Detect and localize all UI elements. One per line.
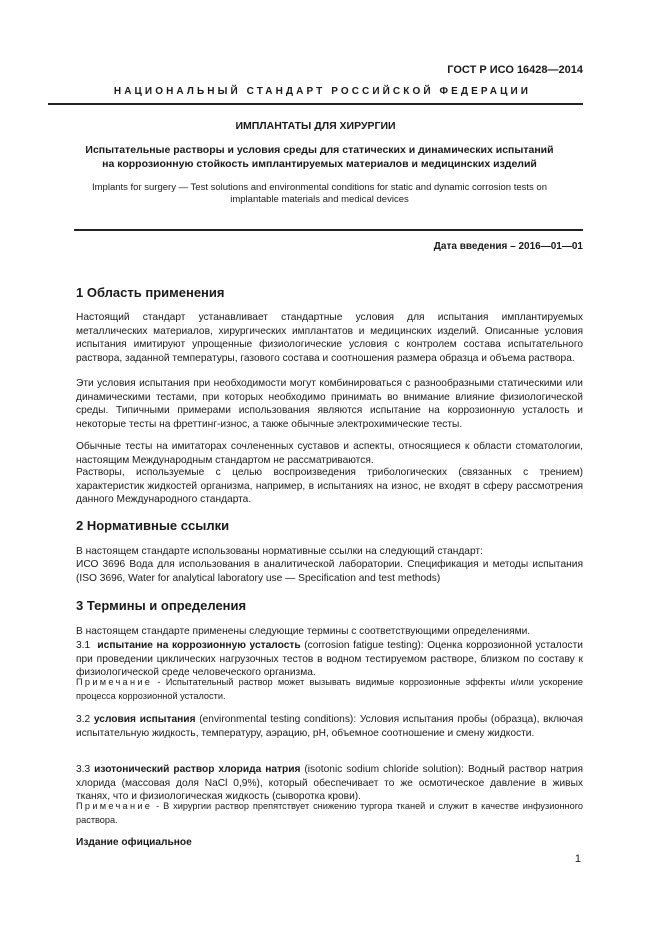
- note-1: [76, 676, 583, 703]
- term-3-3: [76, 763, 583, 804]
- section-1-paragraph-2: Эти условия испытания при необходимости могут комбинироваться с разнообразными статическими или динамическими тестами, при которых необходимо принимать во внимание влияние физиологической среды. Типичными примерами использования являются испытание на коррозионную усталость и некоторые тесты на фреттинг-износ, а также обычные электрохимические тесты.: [76, 378, 583, 430]
- term-3-1-number: 3.1: [76, 640, 91, 651]
- section-2-reference: ИСО 3696 Вода для использования в аналитической лаборатории. Спецификация и методы испытания (ISO 3696, Water for analytical laboratory use — Specification and test methods): [76, 559, 583, 584]
- section-3-paragraph-1: В настоящем стандарте применены следующие термины с соответствующими определениями.: [76, 626, 531, 637]
- introduction-date: Дата введения – 2016—01—01: [433, 241, 583, 252]
- note-1-label: Примечание: [76, 677, 153, 687]
- section-1-paragraph-1: Настоящий стандарт устанавливает стандартные условия для испытания имплантируемых металлических материалов, хирургических имплантатов и медицинских изделий. Описанные условия испытания имитируют упрощенные физиологические условия с контролем состава испытательного раствора, заданной температуры, газового состава и соотношения размера образца и объема раствора.: [76, 312, 583, 364]
- term-3-2: [76, 713, 583, 740]
- term-3-3-title: изотонический раствор хлорида натрия: [94, 764, 301, 775]
- national-standard-heading: НАЦИОНАЛЬНЫЙ СТАНДАРТ РОССИЙСКОЙ ФЕДЕРАЦИИ: [113, 86, 532, 97]
- note-2-label: Примечание: [76, 801, 153, 811]
- section-3-heading: 3 Термины и определения: [76, 598, 247, 613]
- english-title: Implants for surgery — Test solutions and environmental conditions for static and dynamic corrosion tests on implantable materials and medical devices: [92, 182, 547, 205]
- document-title: ИМПЛАНТАТЫ ДЛЯ ХИРУРГИИ: [235, 120, 396, 132]
- term-3-3-definition: (isotonic sodium chloride solution): Водный раствор натрия хлорида (массовая доля NaCl 0,9%), который обеспечивает то же осмотическое давление в живых тканях, что и физиологическая жидкость (сыворотка крови).: [76, 764, 583, 803]
- term-3-2-definition: (environmental testing conditions): Условия испытания пробы (образца), включая испытательную жидкость, температуру, аэрацию, pH, объемное соотношение и смену жидкости.: [76, 714, 583, 739]
- term-3-2-number: 3.2: [76, 714, 91, 725]
- section-1-paragraph-4: Растворы, используемые с целью воспроизведения трибологических (связанных с трением) характеристик жидкостей организма, например, в испытаниях на износ, не входят в сферу рассмотрения данного Международного стандарта.: [76, 467, 583, 506]
- term-3-1-title: испытание на коррозионную усталость: [97, 640, 301, 651]
- official-edition-label: Издание официальное: [76, 837, 192, 848]
- section-1-heading: 1 Область применения: [76, 285, 225, 300]
- page-number: 1: [574, 853, 581, 865]
- top-divider: [48, 103, 583, 105]
- note-1-text: - Испытательный раствор может вызывать видимые коррозионные эффекты и/или ускорение процесса коррозионной усталости.: [76, 677, 583, 701]
- title-divider: [74, 229, 583, 231]
- section-2-heading: 2 Нормативные ссылки: [76, 518, 230, 533]
- term-3-1: [76, 639, 583, 680]
- note-2-text: - В хирургии раствор препятствует снижению тургора тканей и служит в качестве инфузионного раствора.: [76, 801, 583, 825]
- note-2: [76, 800, 583, 827]
- standard-code: ГОСТ Р ИСО 16428—2014: [447, 64, 583, 76]
- term-3-1-definition: (corrosion fatigue testing): Оценка коррозионной усталости при проведении циклических нагрузочных тестов в водном тестируемом растворе, близком по составу к физиологической среде человеческого организма.: [76, 640, 583, 679]
- document-subtitle: Испытательные растворы и условия среды для статических и динамических испытаний на коррозионную стойкость имплантируемых материалов и медицинских изделий: [85, 144, 554, 170]
- term-3-3-number: 3.3: [76, 764, 91, 775]
- term-3-2-title: условия испытания: [93, 714, 196, 725]
- section-1-paragraph-3: Обычные тесты на имитаторах сочлененных суставов и аспекты, относящиеся к области стоматологии, настоящим Международным стандартом не рассматриваются.: [76, 441, 583, 466]
- section-2-paragraph-1: В настоящем стандарте использованы нормативные ссылки на следующий стандарт:: [76, 546, 483, 557]
